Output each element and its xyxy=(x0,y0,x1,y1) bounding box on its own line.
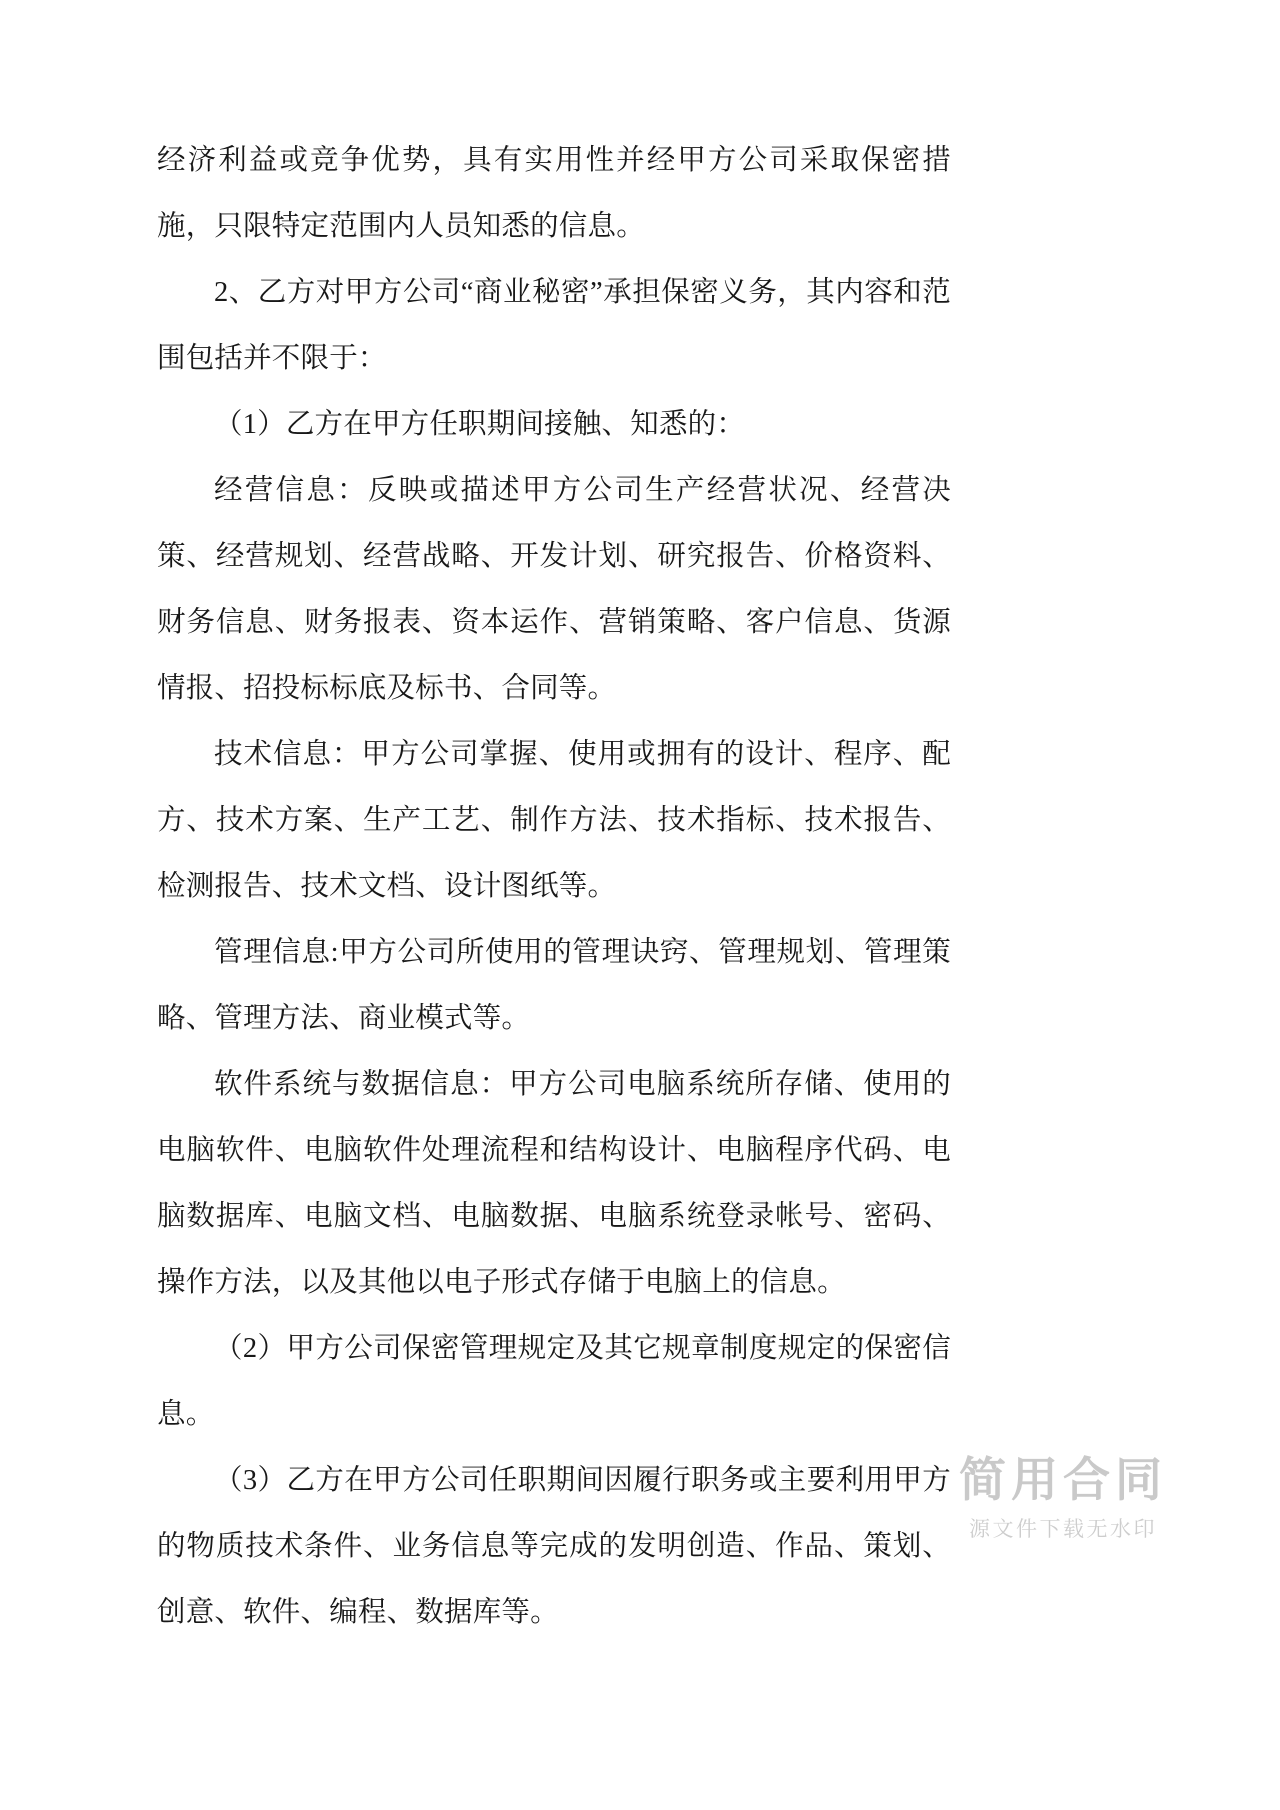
paragraph-technical-info: 技术信息：甲方公司掌握、使用或拥有的设计、程序、配方、技术方案、生产工艺、制作方法、技术指标、技术报告、检测报告、技术文档、设计图纸等。 xyxy=(157,739,951,902)
paragraph-item-3-paren: （3）乙方在甲方公司任职期间因履行职务或主要利用甲方的物质技术条件、业务信息等完成的发明创造、作品、策划、创意、软件、编程、数据库等。 xyxy=(157,1465,951,1628)
paragraph-management-info: 管理信息:甲方公司所使用的管理诀窍、管理规划、管理策略、管理方法、商业模式等。 xyxy=(157,937,951,1034)
paragraph-item-2: 2、乙方对甲方公司“商业秘密”承担保密义务，其内容和范围包括并不限于： xyxy=(157,277,951,374)
document-text-column xyxy=(157,128,951,1646)
paragraph-continued-definition: 经济利益或竞争优势，具有实用性并经甲方公司采取保密措施，只限特定范围内人员知悉的信息。 xyxy=(157,145,951,242)
paragraph-item-1-paren: （1）乙方在甲方任职期间接触、知悉的： xyxy=(214,409,746,440)
paragraph-item-2-paren: （2）甲方公司保密管理规定及其它规章制度规定的保密信息。 xyxy=(157,1333,951,1430)
watermark-brand-text: 简用合同 xyxy=(959,1453,1167,1507)
paragraph-business-info: 经营信息：反映或描述甲方公司生产经营状况、经营决策、经营规划、经营战略、开发计划、研究报告、价格资料、财务信息、财务报表、资本运作、营销策略、客户信息、货源情报、招投标标底及标书、合同等。 xyxy=(157,475,951,704)
watermark-subtitle-text: 源文件下载无水印 xyxy=(969,1517,1157,1541)
paragraph-software-data-info: 软件系统与数据信息：甲方公司电脑系统所存储、使用的电脑软件、电脑软件处理流程和结构设计、电脑程序代码、电脑数据库、电脑文档、电脑数据、电脑系统登录帐号、密码、操作方法，以及其他以电子形式存储于电脑上的信息。 xyxy=(157,1069,951,1298)
